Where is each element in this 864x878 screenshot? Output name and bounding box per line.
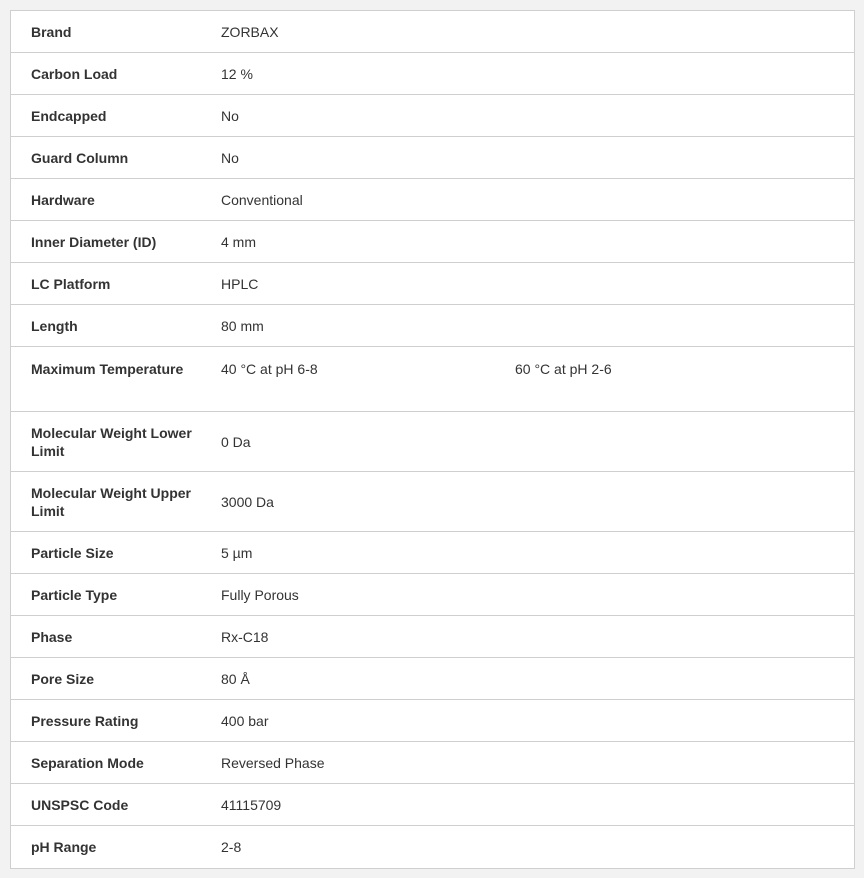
spec-row-maximum-temperature (11, 347, 854, 412)
spec-row-separation-mode (11, 742, 854, 784)
spec-row-unspsc-code (11, 784, 854, 826)
spec-value: 5 µm (221, 544, 253, 561)
spec-row-pore-size (11, 658, 854, 700)
spec-value: 40 °C at pH 6-8 (221, 361, 318, 377)
spec-value: No (221, 107, 239, 124)
spec-value: HPLC (221, 275, 259, 292)
spec-value: 12 % (221, 65, 253, 82)
spec-label: Endcapped (31, 107, 107, 124)
spec-row-pressure-rating (11, 700, 854, 742)
spec-label: Maximum Temperature (31, 361, 184, 377)
spec-row-mw-upper-limit (11, 472, 854, 532)
spec-value: 80 Å (221, 670, 250, 687)
spec-row-brand (11, 11, 854, 53)
spec-row-length (11, 305, 854, 347)
spec-label: Pressure Rating (31, 712, 139, 729)
spec-value: 4 mm (221, 233, 256, 250)
spec-label: Guard Column (31, 149, 129, 166)
spec-value: Fully Porous (221, 586, 299, 603)
spec-row-phase (11, 616, 854, 658)
spec-row-guard-column (11, 137, 854, 179)
spec-row-particle-size (11, 532, 854, 574)
spec-value: Rx-C18 (221, 628, 269, 645)
spec-label: Length (31, 317, 78, 334)
spec-value: 2-8 (221, 839, 242, 855)
spec-row-ph-range (11, 826, 854, 868)
spec-value: 400 bar (221, 712, 269, 729)
spec-row-inner-diameter (11, 221, 854, 263)
spec-row-particle-type (11, 574, 854, 616)
spec-row-mw-lower-limit (11, 412, 854, 472)
spec-label: LC Platform (31, 275, 111, 292)
spec-label: Particle Size (31, 544, 114, 561)
spec-value: 3000 Da (221, 493, 274, 510)
spec-label: Pore Size (31, 670, 95, 687)
spec-label: pH Range (31, 839, 97, 855)
spec-value: No (221, 149, 239, 166)
spec-label: Particle Type (31, 586, 118, 603)
spec-label: Inner Diameter (ID) (31, 233, 157, 250)
spec-value: Conventional (221, 191, 303, 208)
spec-value: ZORBAX (221, 23, 279, 40)
spec-row-carbon-load (11, 53, 854, 95)
spec-row-endcapped (11, 95, 854, 137)
spec-row-hardware (11, 179, 854, 221)
spec-label: UNSPSC Code (31, 796, 129, 813)
spec-value-secondary: 60 °C at pH 2-6 (515, 361, 612, 377)
spec-label: Brand (31, 23, 72, 40)
spec-value: Reversed Phase (221, 754, 325, 771)
spec-label: Hardware (31, 191, 95, 208)
spec-value: 0 Da (221, 433, 251, 450)
spec-row-lc-platform (11, 263, 854, 305)
spec-label: Phase (31, 628, 73, 645)
spec-label: Molecular Weight Upper Limit (31, 484, 191, 519)
spec-label: Molecular Weight Lower Limit (31, 424, 192, 459)
spec-value: 41115709 (221, 796, 282, 813)
spec-label: Carbon Load (31, 65, 118, 82)
spec-value: 80 mm (221, 317, 264, 334)
specifications-table (10, 10, 855, 869)
spec-label: Separation Mode (31, 754, 144, 771)
